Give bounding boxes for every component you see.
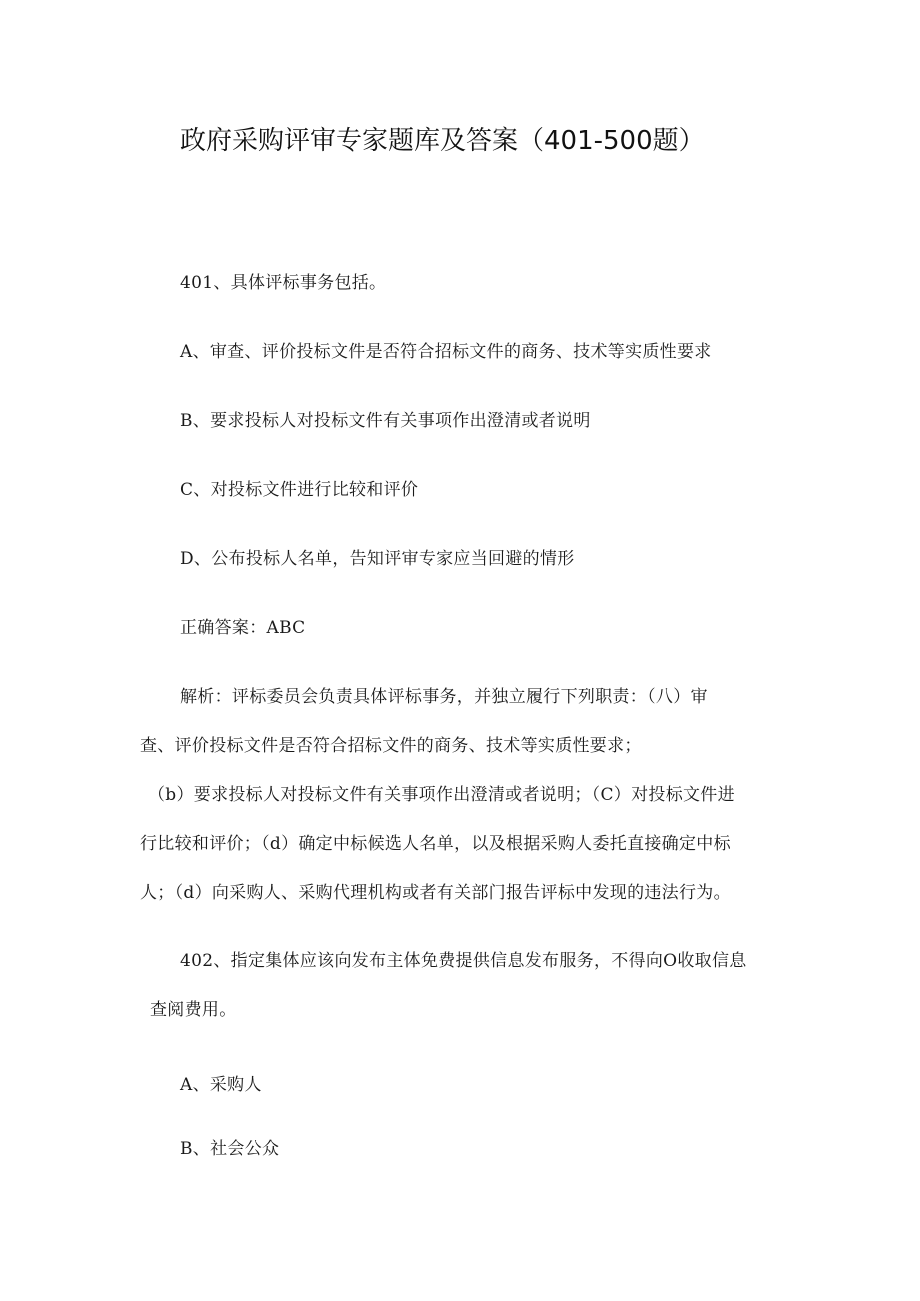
question-401-option-b: B、要求投标人对投标文件有关事项作出澄清或者说明 [180, 411, 591, 431]
question-401-analysis-line: 解析：评标委员会负责具体评标事务，并独立履行下列职责：（八）审 [180, 687, 708, 707]
question-401-analysis-line: （b）要求投标人对投标文件有关事项作出澄清或者说明；（C）对投标文件进 [148, 785, 735, 805]
question-402-option-b: B、社会公众 [180, 1139, 280, 1159]
question-401-answer: 正确答案：ABC [180, 618, 306, 638]
question-402-text: 查阅费用。 [150, 1000, 237, 1020]
question-402-text: 402、指定集体应该向发布主体免费提供信息发布服务，不得向O收取信息 [180, 951, 747, 971]
question-401-option-a: A、审查、评价投标文件是否符合招标文件的商务、技术等实质性要求 [180, 342, 712, 362]
question-401-analysis-line: 查、评价投标文件是否符合招标文件的商务、技术等实质性要求； [140, 736, 642, 756]
question-401-analysis-line: 行比较和评价；（d）确定中标候选人名单，以及根据采购人委托直接确定中标 [140, 834, 731, 854]
question-401-analysis-line: 人；（d）向采购人、采购代理机构或者有关部门报告评标中发现的违法行为。 [140, 883, 731, 903]
question-401-option-c: C、对投标文件进行比较和评价 [180, 480, 419, 500]
document-title: 政府采购评审专家题库及答案（401-500题） [180, 126, 705, 156]
question-401-text: 401、具体评标事务包括。 [180, 273, 387, 293]
question-401-option-d: D、公布投标人名单，告知评审专家应当回避的情形 [180, 549, 575, 569]
question-402-option-a: A、采购人 [180, 1075, 262, 1095]
